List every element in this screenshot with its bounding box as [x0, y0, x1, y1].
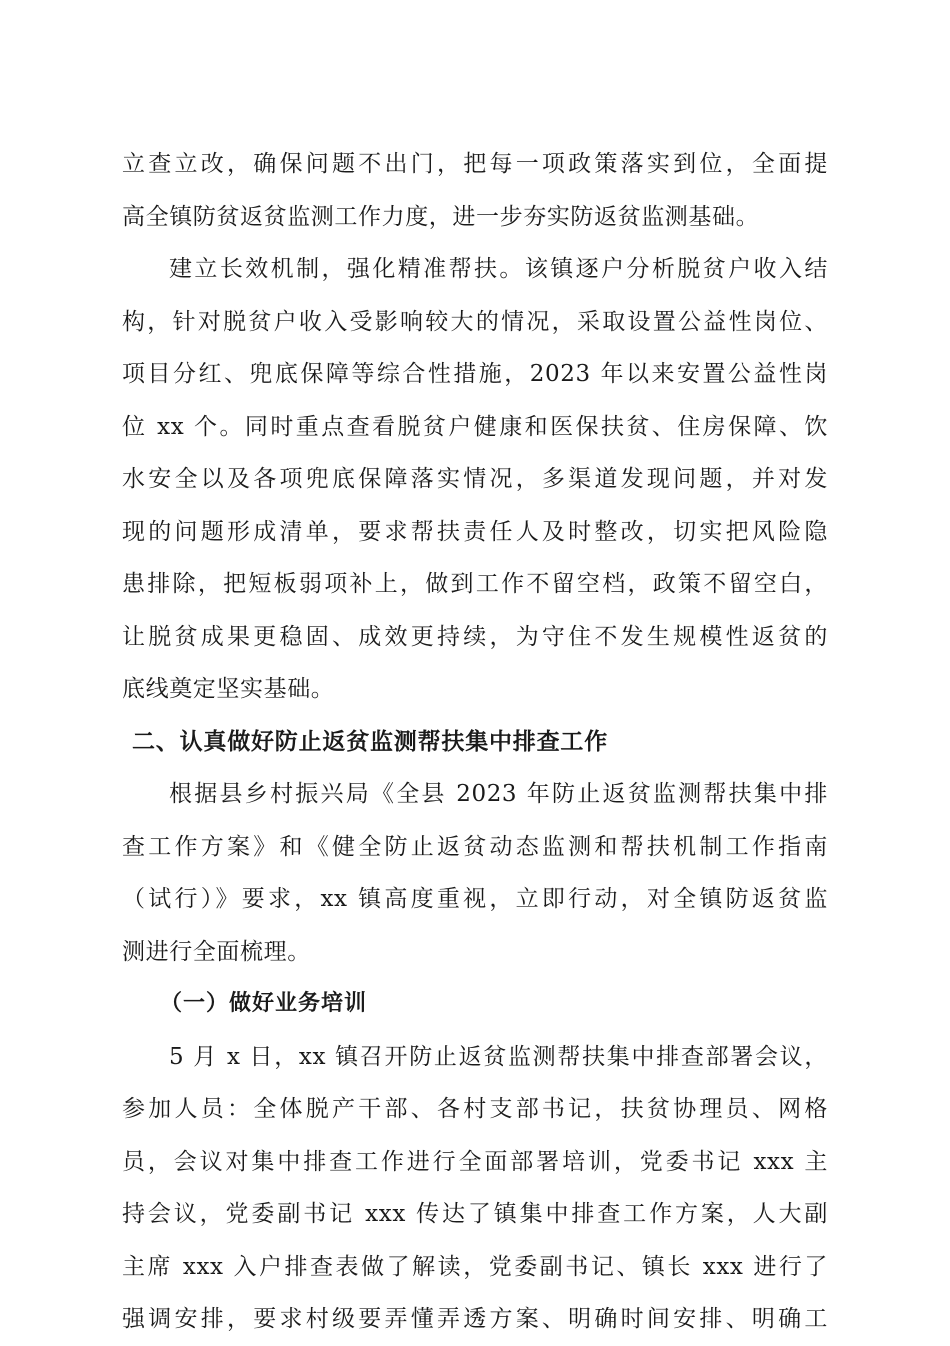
text-line: 让脱贫成果更稳固、成效更持续，为守住不发生规模性返贫的: [122, 623, 828, 650]
text-line: 高全镇防贫返贫监测工作力度，进一步夯实防返贫监测基础。: [122, 203, 760, 230]
text-line: 主席 xxx 入户排查表做了解读，党委副书记、镇长 xxx 进行了: [122, 1253, 828, 1280]
text-line: 现的问题形成清单，要求帮扶责任人及时整改，切实把风险隐: [122, 518, 828, 545]
subsection-heading: （一）做好业务培训: [160, 991, 368, 1016]
text-line: 患排除，把短板弱项补上，做到工作不留空档，政策不留空白，: [122, 571, 828, 597]
text-line: （试行）》要求，xx 镇高度重视，立即行动，对全镇防返贫监: [122, 886, 828, 912]
document-body: [122, 138, 828, 1346]
subsection-paragraph: [122, 1031, 828, 1346]
text-line: 测进行全面梳理。: [122, 938, 311, 965]
text-line: 参加人员：全体脱产干部、各村支部书记，扶贫协理员、网格: [122, 1096, 828, 1122]
text-line: 底线奠定坚实基础。: [122, 676, 335, 702]
text-line: 建立长效机制，强化精准帮扶。该镇逐户分析脱贫户收入结: [169, 256, 828, 282]
text-line: 5 月 x 日，xx 镇召开防止返贫监测帮扶集中排查部署会议，: [169, 1043, 828, 1070]
text-line: 项目分红、兜底保障等综合性措施，2023 年以来安置公益性岗: [122, 361, 828, 387]
paragraph-long-term-mechanism: [122, 243, 828, 716]
text-line: 持会议，党委副书记 xxx 传达了镇集中排查工作方案，人大副: [122, 1201, 828, 1227]
text-line: 员，会议对集中排查工作进行全面部署培训，党委书记 xxx 主: [122, 1148, 828, 1175]
text-line: 查工作方案》和《健全防止返贫动态监测和帮扶机制工作指南: [122, 833, 828, 860]
paragraph-continuation: [122, 138, 828, 243]
text-line: 强调安排，要求村级要弄懂弄透方案、明确时间安排、明确工: [122, 1306, 828, 1332]
text-line: 水安全以及各项兜底保障落实情况，多渠道发现问题，并对发: [122, 466, 828, 492]
text-line: 根据县乡村振兴局《全县 2023 年防止返贫监测帮扶集中排: [169, 781, 828, 807]
section-paragraph: [122, 768, 828, 978]
text-line: 立查立改，确保问题不出门，把每一项政策落实到位，全面提: [122, 151, 828, 177]
text-line: 位 xx 个。同时重点查看脱贫户健康和医保扶贫、住房保障、饮: [122, 413, 828, 440]
section-heading: 二、认真做好防止返贫监测帮扶集中排查工作: [132, 728, 608, 755]
text-line: 构，针对脱贫户收入受影响较大的情况，采取设置公益性岗位、: [122, 308, 828, 335]
